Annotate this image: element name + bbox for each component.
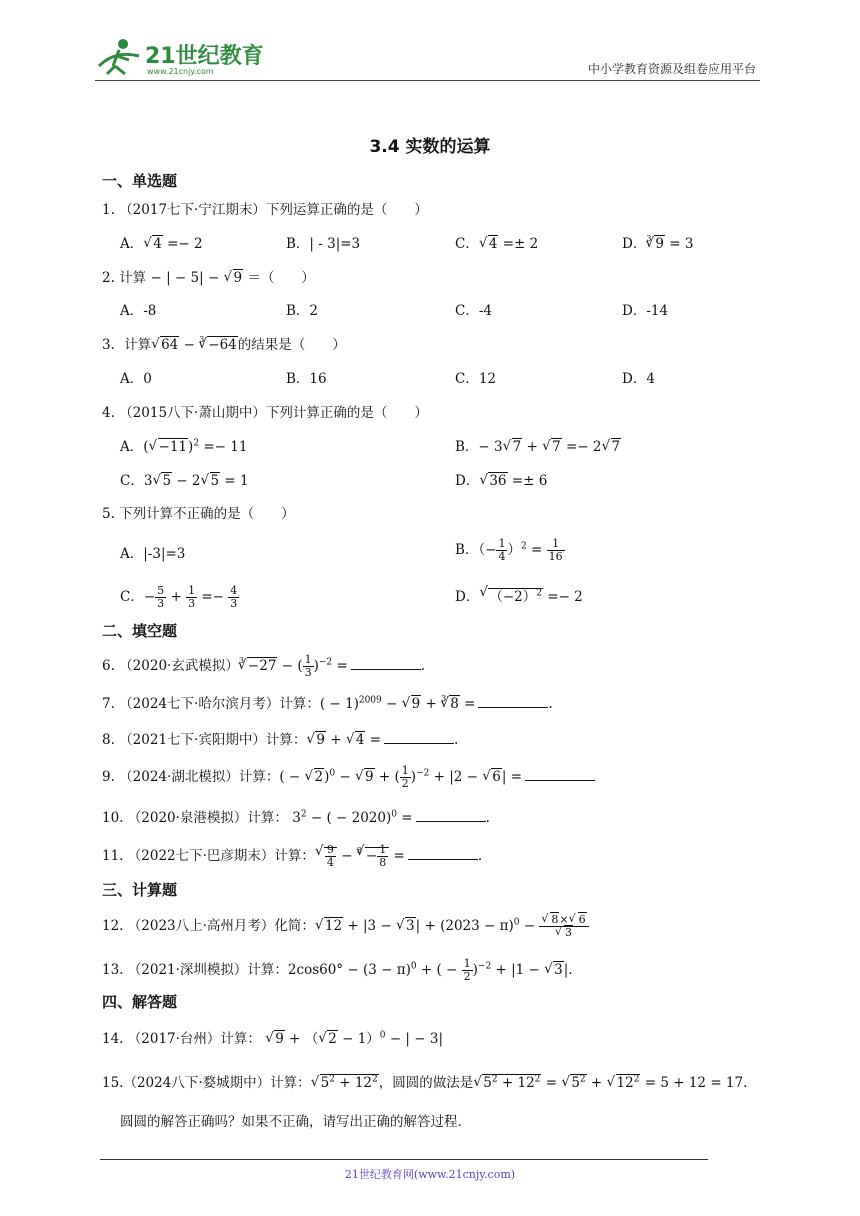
question-11: 11. （2022七下·巴彦期末）计算： √ $\frac{9}{4}$ − $^3$√ − $\frac{1}{8}$ = . <box>102 844 482 869</box>
question-12: 12. （2023八上·高州月考）化简：√ 12 + |3 − √ $3| + (2023 - \pi)^0$ − √ 8×√ 6 √ 3 <box>102 914 589 939</box>
q2-option-b: B．2 <box>286 303 319 319</box>
question-15-line2: 圆圆的解答正确吗？如果不正确，请写出正确的解答过程. <box>120 1114 462 1130</box>
question-2-stem: 2. 计算 − | − 5| − √ 9 ＝（ ） <box>102 266 315 286</box>
logo-url: www.21cnjy.com <box>147 67 214 76</box>
footer-text: 21世纪教育网(www.21cnjy.com) <box>344 1168 516 1181</box>
question-14: 14. （2017·台州）计算： √ 9 + （√ 2 − 1）$^0$ − | − 3| <box>102 1027 443 1047</box>
q1-option-a: A．√ 4 =− 2 <box>120 232 203 252</box>
question-6: 6. （2020·玄武模拟）$^3$√ −27 − ( $\frac{1}{3}$ )$^{-2}$ = . <box>102 654 425 679</box>
question-10: 10. （2020·泉港模拟）计算： $3^2$ − ( − 2020)$^0$ = . <box>102 809 490 826</box>
q5-option-d: D．√ $(-2)^2 =- 2$ <box>455 585 583 605</box>
question-9: 9. （2024·湖北模拟）计算：( − √ 2)$^0$ − √ 9 + ( $\frac{1}{2}$ )$^{-2}$ + |2 − √ 6| = <box>102 765 595 790</box>
q2-option-a: A．-8 <box>120 303 157 319</box>
q1-option-c: C．√ 4 =± 2 <box>455 232 538 252</box>
q1-option-b: B．| - 3|=3 <box>286 236 361 252</box>
section-heading: 四、解答题 <box>102 993 178 1011</box>
logo-icon <box>95 36 265 78</box>
question-5-stem: 5. 下列计算不正确的是（ ） <box>102 506 295 522</box>
section-heading: 一、单选题 <box>102 172 178 190</box>
q2-option-d: D．-14 <box>622 303 669 319</box>
q3-option-b: B．16 <box>286 371 327 387</box>
q3-option-d: D．4 <box>622 371 655 387</box>
header-platform-text: 中小学教育资源及组卷应用平台 <box>587 62 756 76</box>
q4-option-c: C．3√ 5 − 2√ 5 = 1 <box>120 469 249 489</box>
question-8: 8. （2021七下·宾阳期中）计算：√ 9 + √ 4 = . <box>102 728 458 748</box>
question-13: 13. （2021·深圳模拟）计算：$2\cos 60^\circ - (3 - \pi)^0$ + ( − $\frac{1}{2}$ )$^{-2}$ + |1 − √ 3|. <box>102 958 573 983</box>
question-3-stem: 3．计算√ 64 − $^3$√ −64的结果是（ ） <box>102 333 346 353</box>
q5-option-b: B．（− $\frac{1}{4}$ ）$^2$ = $\frac{1}{16}$ <box>455 537 563 563</box>
question-7: 7. （2024七下·哈尔滨月考）计算：( − 1)$^{2009}$ − √ 9 + $^3$√ 8 = . <box>102 692 553 712</box>
page-header <box>95 36 760 81</box>
q2-option-c: C．-4 <box>455 303 492 319</box>
logo-text: 21世纪教育 <box>145 44 264 69</box>
question-1-stem: 1. （2017七下·宁江期末）下列运算正确的是（ ） <box>102 202 428 218</box>
q3-option-c: C．12 <box>455 371 497 387</box>
page-title: 3.4 实数的运算 <box>369 137 491 157</box>
question-15: 15.（2024八下·婺城期中）计算：√ $5^2 + 12^2$，圆圆的做法是√ $5^2 + 12^2$ = √ $5^2$ + √ $12^2 = 5 + 12 = 17$. <box>102 1071 747 1091</box>
q4-option-b: B．− 3√ 7 + √ 7 =− 2√ 7 <box>455 435 621 455</box>
q5-option-c: C．− $\frac{5}{3}$ + $\frac{1}{3}$ =− $\frac{4}{3}$ <box>120 584 238 610</box>
section-heading: 三、计算题 <box>102 881 178 899</box>
q4-option-d: D．√ 36 =± 6 <box>455 469 547 489</box>
question-4-stem: 4. （2015八下·萧山期中）下列计算正确的是（ ） <box>102 405 428 421</box>
q4-option-a: A．(√ −11)$^2$ =− 11 <box>120 435 247 455</box>
section-heading: 二、填空题 <box>102 622 178 640</box>
q5-option-a: A．|-3|=3 <box>120 546 186 562</box>
q3-option-a: A．0 <box>120 371 152 387</box>
footer-divider <box>100 1159 708 1160</box>
q1-option-d: D．$^3$√ 9 = 3 <box>622 232 694 252</box>
